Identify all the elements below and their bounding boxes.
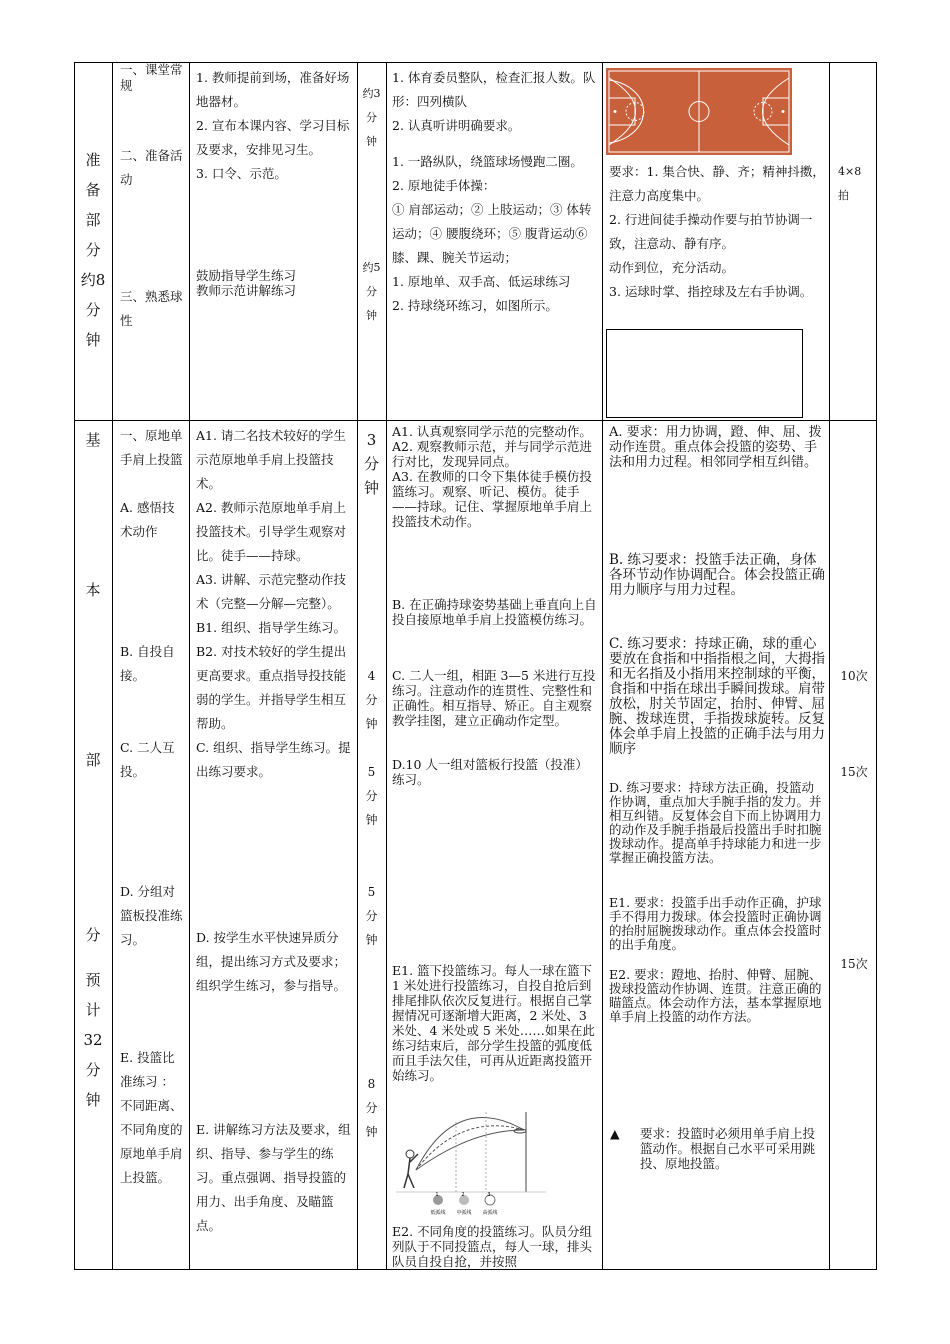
prep-item-ballfeel: 三、熟悉球性 <box>120 289 183 328</box>
main-teacher-line: B2. 对技术较好的学生提出更高要求。重点指导投技能弱的学生。并指导学生相互帮助。 <box>196 644 347 731</box>
prep-req-line: 动作到位，充分活动。 <box>609 260 735 275</box>
prep-time-2: 约5分钟 <box>362 261 381 322</box>
main-item-c: C. 二人互投。 <box>120 740 175 779</box>
main-item-d: D. 分组对篮板投准练习。 <box>120 884 183 947</box>
diagram-caption: 低弧线 <box>430 1210 446 1216</box>
prep-teacher-line: 2. 宣布本课内容、学习目标及要求，安排见习生。 <box>196 118 350 157</box>
main-req-e2: E2. 要求：蹬地、抬肘、伸臂、屈腕、拨球投篮动作协调、连贯。注意正确的瞄篮点。体会动作方法，基本掌握原地单手肩上投篮的动作方法。 <box>609 967 822 1024</box>
main-student-line: A2. 观察教师示范，并与同学示范进行对比，发现异同点。 <box>392 439 592 469</box>
main-student-e2: E2. 不同角度的投篮练习。队员分组列队于不同投篮点，每人一球，排头队员自投自抢，并按照 <box>392 1224 593 1269</box>
diagram-caption: 中弧线 <box>456 1210 472 1216</box>
spacer <box>392 138 598 150</box>
prep-time-1: 约3分钟 <box>362 87 381 148</box>
diagram-num: 3 <box>487 1192 491 1198</box>
prep-teacher-line: 1. 教师提前到场，准备好场地器材。 <box>196 70 350 109</box>
main-section-title <box>82 425 104 950</box>
main-teacher-line: A2. 教师示范原地单手肩上投篮技术。引导学生观察对比。徒手——持球。 <box>196 500 347 563</box>
prep-section-title: 准备部分约8分钟 <box>80 151 106 349</box>
table-border-top <box>74 62 877 63</box>
prep-count: 4×8拍 <box>838 165 862 202</box>
main-teacher-line: A1. 请二名技术较好的学生示范原地单手肩上投篮技术。 <box>196 428 346 491</box>
main-count-2: 15次 <box>840 765 868 779</box>
main-student-d: D.10 人一组对篮板行投篮（投准）练习。 <box>392 757 588 787</box>
col-divider <box>602 62 603 1270</box>
prep-student-line: ① 肩部运动；② 上肢运动；③ 体转运动；④ 腰腹绕环；⑤ 腹背运动⑥ 膝、踝、腕关节运动； <box>392 202 592 265</box>
prep-student-line: 1. 体育委员整队，检查汇报人数。队形：四列横队 <box>392 70 596 109</box>
prep-item-warmup: 二、准备活动 <box>120 148 183 187</box>
empty-figure-frame <box>606 329 803 418</box>
main-duration: 预计32分钟 <box>83 971 103 1109</box>
main-student-c: C. 二人一组，相距 3—5 米进行互投练习。注意动作的连贯性、完整性和正确性。相互指导、矫正。自主观察教学挂图，建立正确动作定型。 <box>392 668 596 728</box>
main-req-f: 要求：投篮时必须用单手肩上投篮动作。根据自己水平可采用跳投、原地投篮。 <box>640 1126 816 1171</box>
main-req-e1: E1. 要求：投篮手出手动作正确，护球手不得用力拨球。体会投篮时正确协调的抬肘屈腕拨球动作。重点体会投篮时的出手角度。 <box>609 895 822 952</box>
main-student-line: A3. 在教师的口令下集体徒手模仿投篮练习。观察、听记、模仿。徒手——持球。记住、掌握原地单手肩上投篮技术动作。 <box>392 469 593 529</box>
prep-student-line: 2. 原地徒手体操： <box>392 178 496 193</box>
main-req-d: D. 练习要求：持球方法正确，投篮动作协调，重点加大手腕手指的发力。并相互纠错。反复体会自下而上协调用力的动作及手腕手指最后投篮出手时扣腕拨球动作。提高单手持球能力和进一步掌握正确投篮方法。 <box>609 780 822 865</box>
prep-req-line: 3. 运球时掌、指控球及左右手协调。 <box>609 284 813 299</box>
table-border-bottom <box>74 1269 877 1270</box>
main-time-3: 5分钟 <box>365 765 378 827</box>
prep-student-line: 2. 持球绕环练习，如图所示。 <box>392 298 558 313</box>
prep-teacher-line: 鼓励指导学生练习 <box>196 268 297 283</box>
col-divider <box>189 62 190 1270</box>
main-time-2: 4分钟 <box>365 669 378 731</box>
prep-item-routine: 一、课堂常规 <box>120 62 183 93</box>
table-border-left <box>74 62 75 1270</box>
main-req-a: A. 要求：用力协调，蹬、伸、屈、拨动作连贯。重点体会投篮的姿势、手法和用力过程。相邻同学相互纠错。 <box>609 425 822 470</box>
main-item-a1: 一、原地单手肩上投篮 <box>120 428 183 467</box>
main-section-char: 基 <box>85 431 101 449</box>
main-item-b: B. 自投自接。 <box>120 644 175 683</box>
prep-student-line: 1. 一路纵队，绕篮球场慢跑二圈。 <box>392 154 583 169</box>
diagram-caption: 高弧线 <box>482 1210 498 1216</box>
main-section-char-1 <box>82 425 104 950</box>
main-section-char: 部 <box>85 751 101 769</box>
prep-teacher-guide <box>196 268 352 298</box>
prep-teacher <box>196 66 352 186</box>
prep-requirements <box>609 160 825 304</box>
main-time-1: 3分钟 <box>363 431 379 497</box>
col-divider <box>829 62 830 1270</box>
diagram-num: 2 <box>461 1192 465 1198</box>
main-teacher-e: E. 讲解练习方法及要求，组织、指导、参与学生的练习。重点强调、指导投篮的用力、出手角度、及瞄篮点。 <box>196 1122 351 1233</box>
prep-teacher-line: 教师示范讲解练习 <box>196 283 297 298</box>
main-item-e: E. 投篮比准练习 ：不同距离、不同角度的原地单手肩上投篮。 <box>120 1050 183 1185</box>
col-divider <box>386 62 387 1270</box>
main-teacher-a <box>196 424 352 784</box>
row-divider <box>74 420 877 421</box>
main-teacher-d: D. 按学生水平快速异质分组，提出练习方式及要求；组织学生练习，参与指导。 <box>196 930 347 993</box>
main-section-char: 本 <box>85 581 101 599</box>
col-divider <box>357 62 358 1270</box>
main-item-a2: A. 感悟技术动作 <box>120 500 175 539</box>
main-teacher-line: A3. 讲解、示范完整动作技术（完整—分解—完整）。 <box>196 572 346 611</box>
prep-teacher-line: 3. 口令、示范。 <box>196 166 287 181</box>
main-req-b: B. 练习要求：投篮手法正确，身体各环节动作协调配合。体会投篮正确用力顺序与用力过程。 <box>609 552 825 598</box>
main-time-4: 5分钟 <box>365 885 378 947</box>
table-border-right <box>876 62 877 1270</box>
main-section-char: 分 <box>85 926 101 944</box>
main-student-b: B. 在正确持球姿势基础上垂直向上自投自接原地单手肩上投篮模仿练习。 <box>392 597 597 627</box>
prep-student-line: 2. 认真听讲明确要求。 <box>392 118 521 133</box>
main-student-line: A1. 认真观察同学示范的完整动作。 <box>392 424 592 439</box>
main-student-e1: E1. 篮下投篮练习。每人一球在篮下 1 米处进行投篮练习，自投自抢后到排尾排队依次反复进行。根据自己掌握情况可逐渐增大距离，2 米处、3 米处、4 米处或 5 米处……如果在此练习结束后，部分学生投篮的弧度低而且手法欠佳，可再从近距离投篮开始练习。 <box>392 963 595 1083</box>
diagram-num: 1 <box>435 1192 439 1198</box>
main-req-c: C. 练习要求：持球正确，球的重心要放在食指和中指指根之间，大拇指和无名指及小指用来控制球的平衡，食指和中指在球出手瞬间拨球。肩带放松，肘关节固定，抬肘、伸臂、屈腕、拨球连贯，手指拨球旋转。反复体会单手肩上投篮的正确手法与用力顺序 <box>609 636 825 757</box>
main-count-1: 10次 <box>840 669 868 683</box>
main-teacher-line: B1. 组织、指导学生练习。 <box>196 620 347 635</box>
prep-student <box>392 66 598 318</box>
prep-req-line: 2. 行进间徒手操动作要与拍节协调一致，注意动、静有序。 <box>609 212 813 251</box>
main-teacher-line: C. 组织、指导学生练习。提出练习要求。 <box>196 740 351 779</box>
main-count-3: 15次 <box>840 957 868 971</box>
main-student-a <box>392 424 598 529</box>
basketball-court-image <box>606 68 792 155</box>
prep-student-line: 1. 原地单、双手高、低运球练习 <box>392 274 571 289</box>
main-time-5: 8分钟 <box>365 1077 378 1139</box>
shooting-arc-diagram <box>396 1102 546 1220</box>
col-divider <box>112 62 113 1270</box>
prep-req-line: 要求：1. 集合快、静、齐；精神抖擞，注意力高度集中。 <box>609 164 825 203</box>
triangle-icon: ▲ <box>610 1126 620 1141</box>
